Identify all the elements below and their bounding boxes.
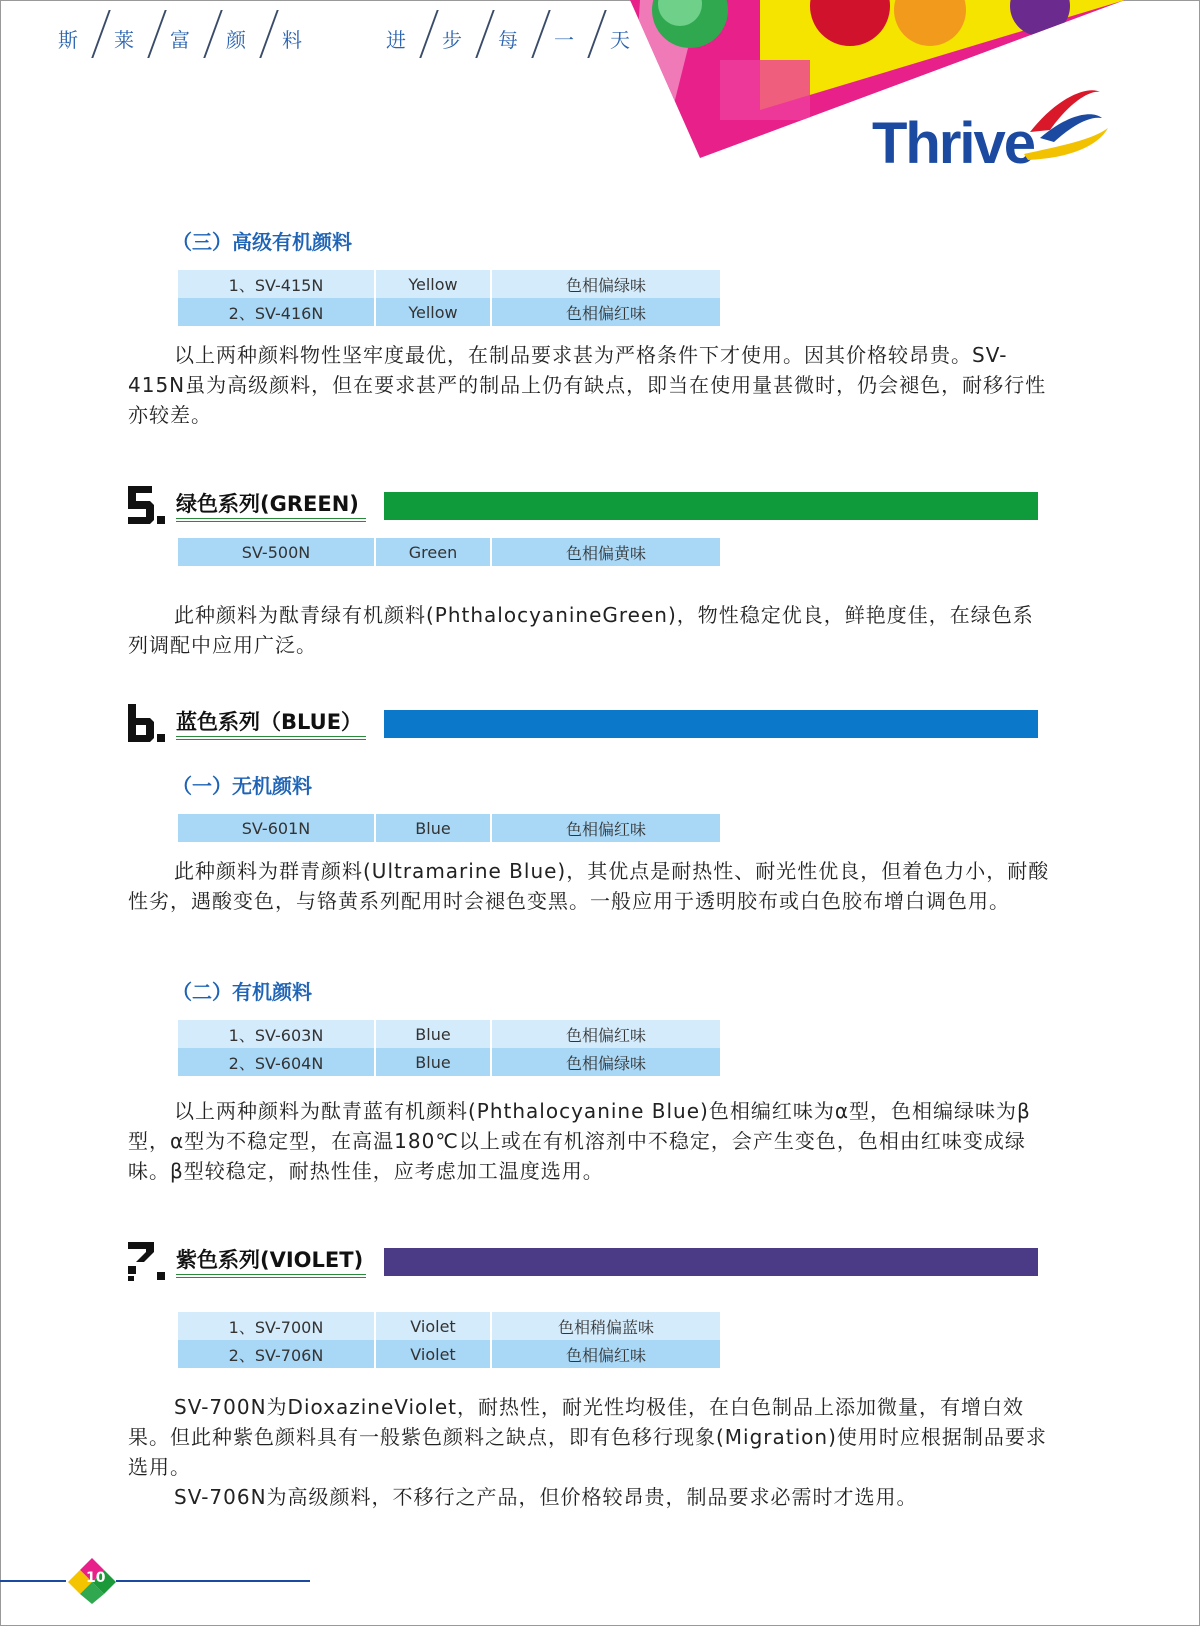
paragraph-text: 此种颜料为酞青绿有机颜料(PhthalocyanineGreen)，物性稳定优良，鲜艳度佳，在绿色系列调配中应用广泛。 xyxy=(128,603,1034,657)
table-row xyxy=(178,538,720,566)
section-header-green xyxy=(126,484,1046,526)
subsection-title-inorganic: （一）无机颜料 xyxy=(172,774,312,798)
product-hue: 色相偏红味 xyxy=(491,1340,720,1368)
table-row xyxy=(178,1048,720,1076)
section-header-blue xyxy=(126,702,1046,744)
product-color: Yellow xyxy=(375,270,491,298)
footer-rule xyxy=(0,1580,66,1582)
section-number-7-icon xyxy=(126,1240,166,1282)
motto-char: 颜 xyxy=(208,24,264,53)
table-row xyxy=(178,1020,720,1048)
section-title: 绿色系列(GREEN) xyxy=(176,492,359,516)
title-underline xyxy=(176,518,366,522)
motto-char: 天 xyxy=(610,27,630,52)
table-row xyxy=(178,270,720,298)
paragraph-advanced xyxy=(128,340,1053,430)
section-title: 紫色系列(VIOLET) xyxy=(176,1248,364,1272)
table-row xyxy=(178,1340,720,1368)
product-code: SV-500N xyxy=(178,538,375,566)
product-color: Violet xyxy=(375,1312,491,1340)
product-color: Violet xyxy=(375,1340,491,1368)
spec-table-green xyxy=(178,538,720,566)
motto-char: 每 xyxy=(480,24,536,53)
product-color: Blue xyxy=(375,1048,491,1076)
motto-char: 富 xyxy=(152,24,208,53)
paragraph-text: 以上两种颜料为酞青蓝有机颜料(Phthalocyanine Blue)色相编红味为α型，色相编绿味为β型，α型为不稳定型，在高温180℃以上或在有机溶剂中不稳定，会产生变色，色相由红味变成绿味。β型较稳定，耐热性佳，应考虑加工温度选用。 xyxy=(128,1099,1031,1183)
product-code: 1、SV-603N xyxy=(178,1020,375,1048)
section-number-5-icon xyxy=(126,484,166,526)
subsection-title-organic: （二）有机颜料 xyxy=(172,980,312,1004)
product-color: Blue xyxy=(375,1020,491,1048)
product-hue: 色相偏红味 xyxy=(491,1020,720,1048)
product-color: Blue xyxy=(375,814,491,842)
paragraph-organic xyxy=(128,1096,1053,1186)
paragraph-green xyxy=(128,600,1053,660)
paragraph-text: SV-700N为DioxazineViolet，耐热性，耐光性均极佳，在白色制品上添加微量，有增白效果。但此种紫色颜料具有一般紫色颜料之缺点，即有色移行现象(Migration)使用时应根据制品要求选用。 xyxy=(128,1395,1047,1479)
motto-char: 斯 xyxy=(40,24,96,53)
spec-table-advanced xyxy=(178,270,720,326)
footer-rule xyxy=(116,1580,310,1582)
motto-char: 料 xyxy=(282,27,302,52)
title-underline xyxy=(176,736,366,740)
color-bar-green xyxy=(384,492,1038,520)
section-header-violet xyxy=(126,1240,1046,1282)
spec-table-violet xyxy=(178,1312,720,1368)
color-bar-blue xyxy=(384,710,1038,738)
section-title: 蓝色系列（BLUE） xyxy=(176,710,363,734)
paragraph-violet xyxy=(128,1392,1053,1512)
product-hue: 色相偏黄味 xyxy=(491,538,720,566)
product-color: Green xyxy=(375,538,491,566)
color-bar-violet xyxy=(384,1248,1038,1276)
paragraph-text: 以上两种颜料物性坚牢度最优，在制品要求甚为严格条件下才使用。因其价格较昂贵。SV-415N虽为高级颜料，但在要求甚严的制品上仍有缺点，即当在使用量甚微时，仍会褪色，耐移行性亦较差。 xyxy=(128,343,1047,427)
logo-swoosh-icon xyxy=(1020,84,1110,174)
product-hue: 色相偏红味 xyxy=(491,814,720,842)
section-number-6-icon xyxy=(126,702,166,744)
motto xyxy=(40,18,648,58)
thrive-logo: Thrive xyxy=(872,111,1035,176)
subsection-title-advanced: （三）高级有机颜料 xyxy=(172,230,352,254)
product-hue: 色相稍偏蓝味 xyxy=(491,1312,720,1340)
product-code: 2、SV-604N xyxy=(178,1048,375,1076)
motto-char: 步 xyxy=(424,24,480,53)
product-hue: 色相偏绿味 xyxy=(491,1048,720,1076)
product-code: 1、SV-700N xyxy=(178,1312,375,1340)
title-underline xyxy=(176,1274,366,1278)
motto-char: 一 xyxy=(536,24,592,53)
product-code: SV-601N xyxy=(178,814,375,842)
motto-char: 莱 xyxy=(96,24,152,53)
table-row xyxy=(178,814,720,842)
spec-table-inorganic xyxy=(178,814,720,842)
paragraph-text: SV-706N为高级颜料，不移行之产品，但价格较昂贵，制品要求必需时才选用。 xyxy=(174,1485,918,1509)
paragraph-text: 此种颜料为群青颜料(Ultramarine Blue)，其优点是耐热性、耐光性优良，但着色力小，耐酸性劣，遇酸变色，与铬黄系列配用时会褪色变黑。一般应用于透明胶布或白色胶布增白调色用。 xyxy=(128,859,1050,913)
product-code: 2、SV-706N xyxy=(178,1340,375,1368)
product-hue: 色相偏红味 xyxy=(491,298,720,326)
spec-table-organic xyxy=(178,1020,720,1076)
product-color: Yellow xyxy=(375,298,491,326)
page-number: 10 xyxy=(86,1570,106,1586)
motto-char: 进 xyxy=(368,24,424,53)
table-row xyxy=(178,298,720,326)
table-row xyxy=(178,1312,720,1340)
paragraph-inorganic xyxy=(128,856,1053,916)
product-code: 2、SV-416N xyxy=(178,298,375,326)
product-hue: 色相偏绿味 xyxy=(491,270,720,298)
product-code: 1、SV-415N xyxy=(178,270,375,298)
